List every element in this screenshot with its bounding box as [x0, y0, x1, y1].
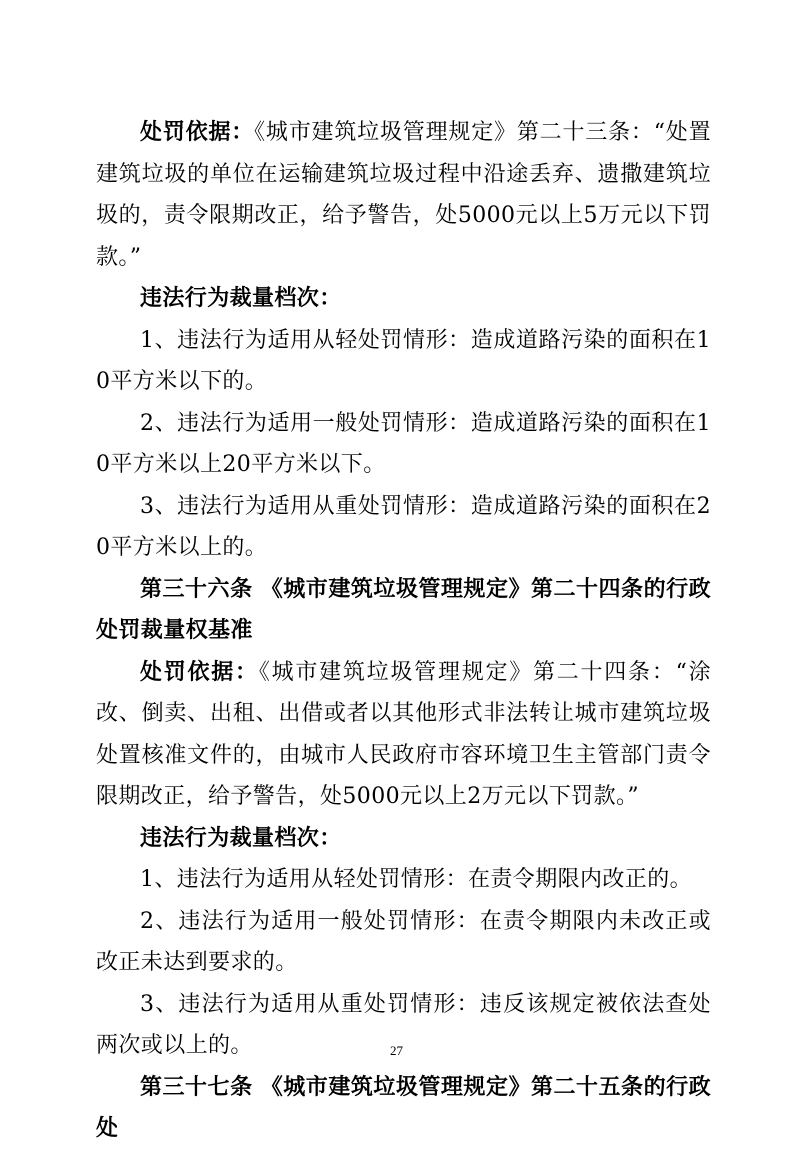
level-item: 2、违法行为适用一般处罚情形：造成道路污染的面积在10平方米以上20平方米以下。 [96, 410, 711, 477]
level-item: 3、违法行为适用从重处罚情形：造成道路污染的面积在20平方米以上的。 [96, 493, 711, 560]
levels-heading: 违法行为裁量档次： [140, 824, 342, 851]
document-page [96, 112, 711, 1150]
penalty-basis-text: 《城市建筑垃圾管理规定》第二十四条：“涂改、倒卖、出租、出借或者以其他形式非法转让城市建筑垃圾处置核准文件的，由城市人民政府市容环境卫生主管部门责令限期改正，给予警告，处5000元以上2万元以下罚款。” [96, 659, 711, 809]
penalty-basis-label: 处罚依据： [140, 119, 255, 145]
penalty-basis [96, 112, 711, 278]
level-item: 3、违法行为适用从重处罚情形：违反该规定被依法查处两次或以上的。 [96, 991, 711, 1058]
level-item: 2、违法行为适用一般处罚情形：在责令期限内未改正或改正未达到要求的。 [96, 908, 711, 975]
level-item: 1、违法行为适用从轻处罚情形：造成道路污染的面积在10平方米以下的。 [96, 327, 711, 394]
penalty-basis-text: 《城市建筑垃圾管理规定》第二十三条：“处置建筑垃圾的单位在运输建筑垃圾过程中沿途丢弃、遗撒建筑垃圾的，责令限期改正，给予警告，处5000元以上5万元以下罚款。” [96, 120, 711, 270]
penalty-basis [96, 652, 711, 818]
article-title: 第三十六条 《城市建筑垃圾管理规定》第二十四条的行政处罚裁量权基准 [96, 575, 711, 643]
penalty-basis-label: 处罚依据： [140, 658, 259, 685]
page-number: 27 [390, 1043, 403, 1058]
level-item: 1、违法行为适用从轻处罚情形：在责令期限内改正的。 [140, 867, 692, 892]
article-title: 第三十七条 《城市建筑垃圾管理规定》第二十五条的行政处 [96, 1073, 711, 1141]
levels-heading: 违法行为裁量档次： [140, 285, 342, 311]
